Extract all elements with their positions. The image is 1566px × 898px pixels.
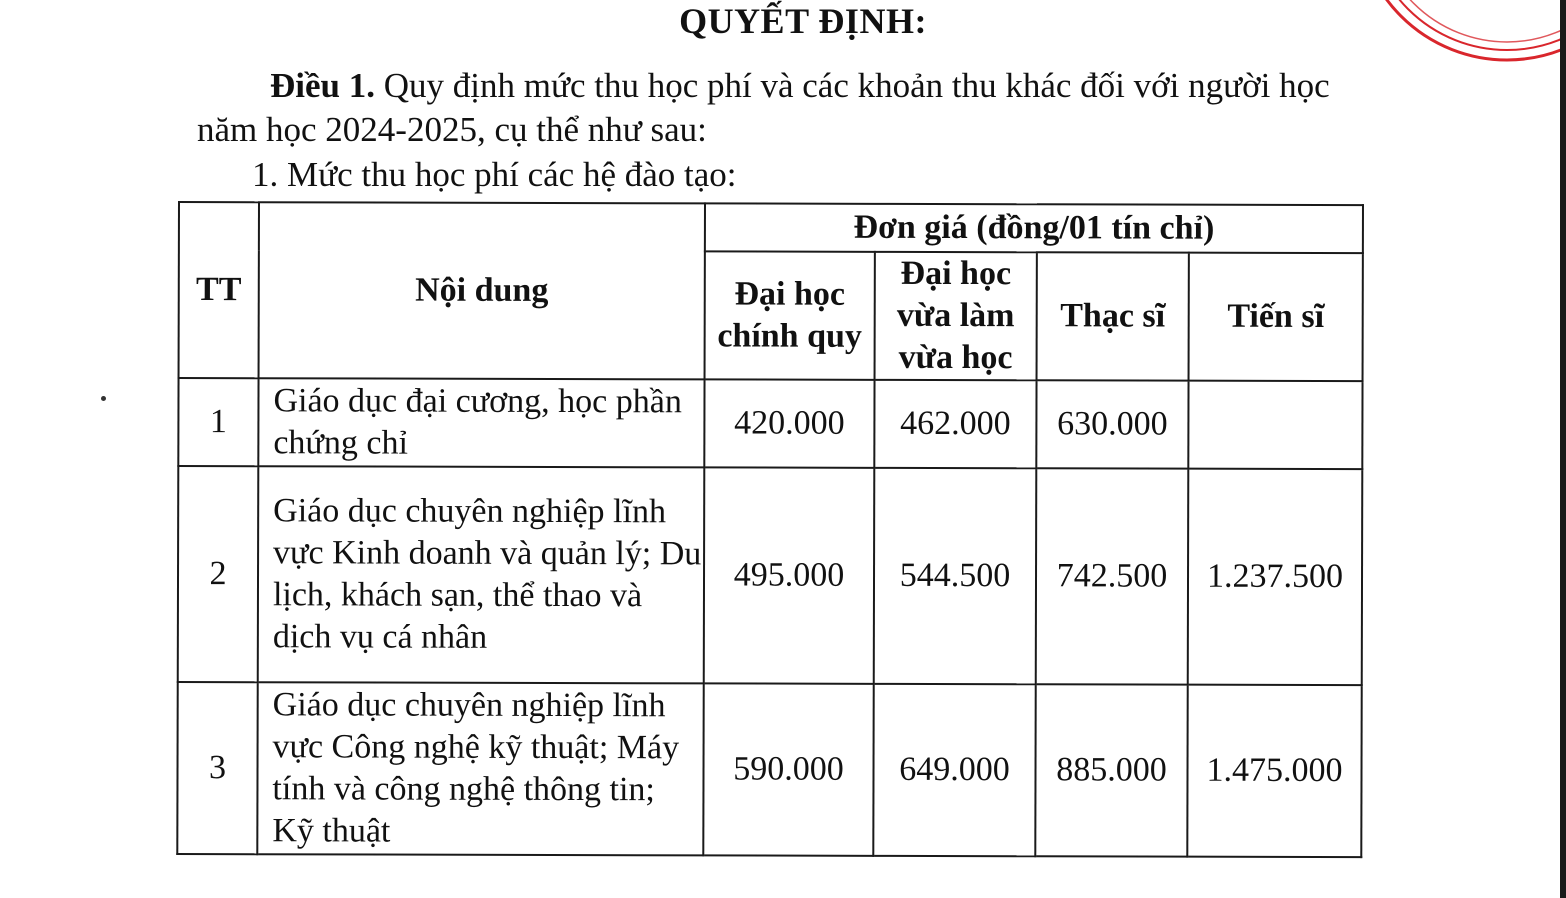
price-dai-hoc-chinh-quy: 495.000: [704, 467, 875, 683]
row-content: Giáo dục chuyên nghiệp lĩnh vực Kinh doanh và quản lý; Du lịch, khách sạn, thể thao và dịch vụ cá nhân: [258, 466, 705, 683]
table-row: [177, 682, 1361, 857]
price-tien-si: 1.237.500: [1188, 469, 1363, 685]
header-dai-hoc-chinh-quy: Đại học chính quy: [705, 251, 875, 379]
price-thac-si: 630.000: [1036, 380, 1188, 468]
price-dai-hoc-chinh-quy: 590.000: [703, 683, 873, 855]
price-dai-hoc-vlvh: 649.000: [873, 684, 1035, 856]
table-header-row: [179, 202, 1363, 253]
header-tien-si: Tiến sĩ: [1189, 253, 1363, 381]
scan-edge: [1560, 0, 1566, 898]
row-content: Giáo dục đại cương, học phần chứng chỉ: [258, 378, 704, 467]
header-content: Nội dung: [259, 202, 705, 379]
article-1-line-1: [270, 64, 1330, 108]
section-1-heading: 1. Mức thu học phí các hệ đào tạo:: [252, 155, 737, 194]
row-number: 3: [177, 682, 257, 854]
price-tien-si: [1188, 381, 1362, 469]
article-label: Điều 1.: [270, 66, 375, 105]
row-number: 2: [178, 466, 259, 682]
article-1-line-2: năm học 2024-2025, cụ thể như sau:: [197, 110, 707, 149]
page-title: QUYẾT ĐỊNH:: [679, 1, 927, 41]
row-number: 1: [178, 378, 258, 466]
header-unit-price-group: Đơn giá (đồng/01 tín chỉ): [705, 203, 1363, 253]
price-tien-si: 1.475.000: [1187, 685, 1361, 857]
price-dai-hoc-vlvh: 544.500: [874, 468, 1037, 684]
scan-speck: [101, 396, 106, 401]
price-thac-si: 742.500: [1036, 468, 1189, 684]
price-thac-si: 885.000: [1035, 684, 1187, 856]
price-dai-hoc-chinh-quy: 420.000: [704, 379, 874, 467]
table-row: [178, 378, 1362, 469]
article-text: Quy định mức thu học phí và các khoản thu khác đối với người học: [375, 66, 1330, 105]
table-row: [178, 466, 1363, 685]
price-dai-hoc-vlvh: 462.000: [874, 380, 1036, 468]
tuition-fee-table: [176, 201, 1364, 858]
header-tt: TT: [179, 202, 259, 378]
header-dai-hoc-vlvh: Đại học vừa làm vừa học: [875, 252, 1037, 380]
header-thac-si: Thạc sĩ: [1037, 252, 1189, 380]
row-content: Giáo dục chuyên nghiệp lĩnh vực Công nghệ kỹ thuật; Máy tính và công nghệ thông tin; Kỹ thuật: [257, 682, 703, 855]
